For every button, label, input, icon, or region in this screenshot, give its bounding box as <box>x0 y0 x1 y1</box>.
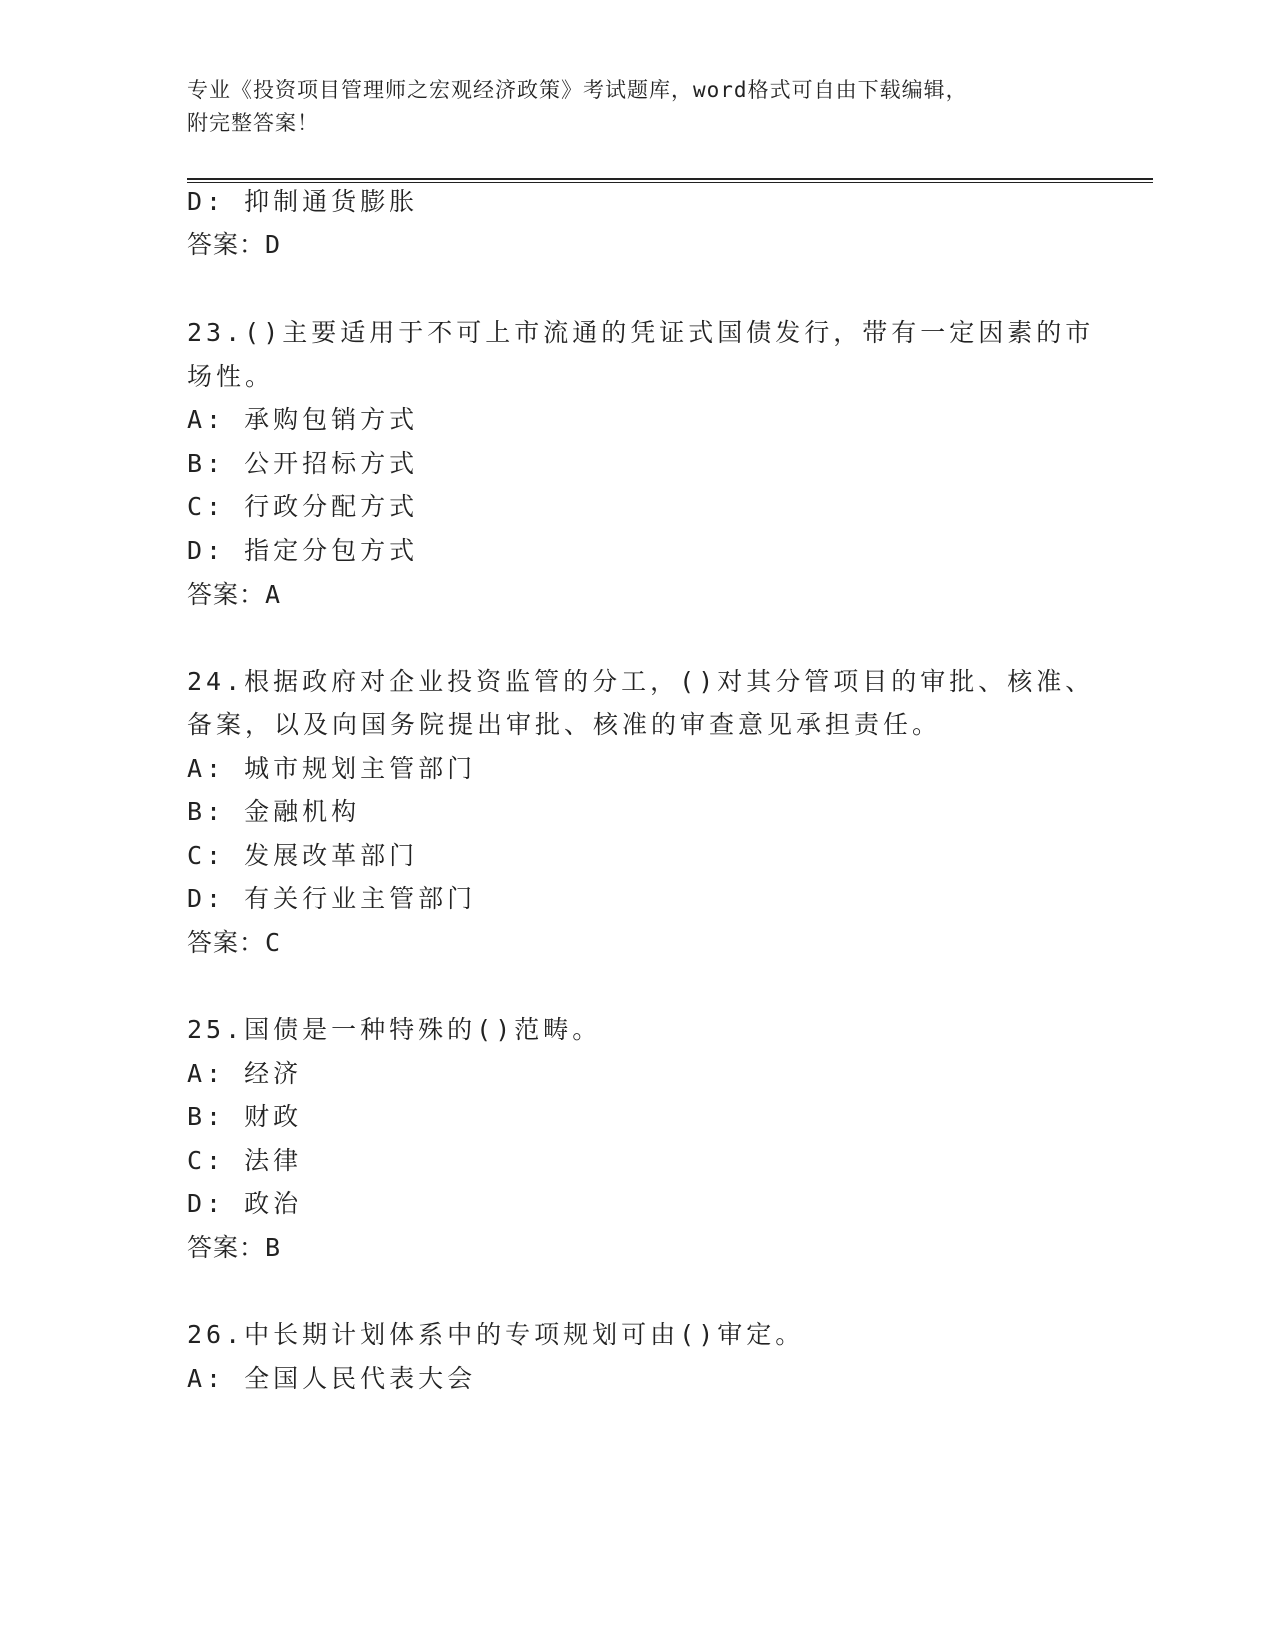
option-a: A: 经济 <box>187 1059 303 1088</box>
option-b: B: 财政 <box>187 1102 303 1131</box>
question-stem-cont: 场性。 <box>187 362 275 391</box>
answer: 答案：D <box>187 230 282 259</box>
option-c: C: 行政分配方式 <box>187 492 419 521</box>
header-line-2: 附完整答案！ <box>187 111 319 135</box>
option-b: B: 金融机构 <box>187 797 361 826</box>
answer: 答案：C <box>187 928 282 957</box>
question-stem: 26.中长期计划体系中的专项规划可由()审定。 <box>187 1320 805 1349</box>
question-stem: 23.()主要适用于不可上市流通的凭证式国债发行，带有一定因素的市 <box>187 318 1095 347</box>
question-stem: 24.根据政府对企业投资监管的分工，()对其分管项目的审批、核准、 <box>187 667 1095 696</box>
option-a: A: 承购包销方式 <box>187 405 419 434</box>
option-b: B: 公开招标方式 <box>187 449 419 478</box>
option-d: D: 政治 <box>187 1189 303 1218</box>
option-c: C: 发展改革部门 <box>187 841 419 870</box>
header-line-1: 专业《投资项目管理师之宏观经济政策》考试题库，word格式可自由下载编辑， <box>187 78 968 102</box>
answer: 答案：B <box>187 1233 282 1262</box>
option-d: D: 有关行业主管部门 <box>187 884 477 913</box>
header-divider <box>187 178 1153 183</box>
option-a: A: 城市规划主管部门 <box>187 754 477 783</box>
question-stem-cont: 备案，以及向国务院提出审批、核准的审查意见承担责任。 <box>187 710 942 739</box>
option-c: C: 法律 <box>187 1146 303 1175</box>
option-d: D: 指定分包方式 <box>187 536 419 565</box>
option-a: A: 全国人民代表大会 <box>187 1364 477 1393</box>
document-header <box>187 74 1087 140</box>
answer: 答案：A <box>187 580 282 609</box>
option-d: D: 抑制通货膨胀 <box>187 187 419 216</box>
question-stem: 25.国债是一种特殊的()范畴。 <box>187 1015 602 1044</box>
